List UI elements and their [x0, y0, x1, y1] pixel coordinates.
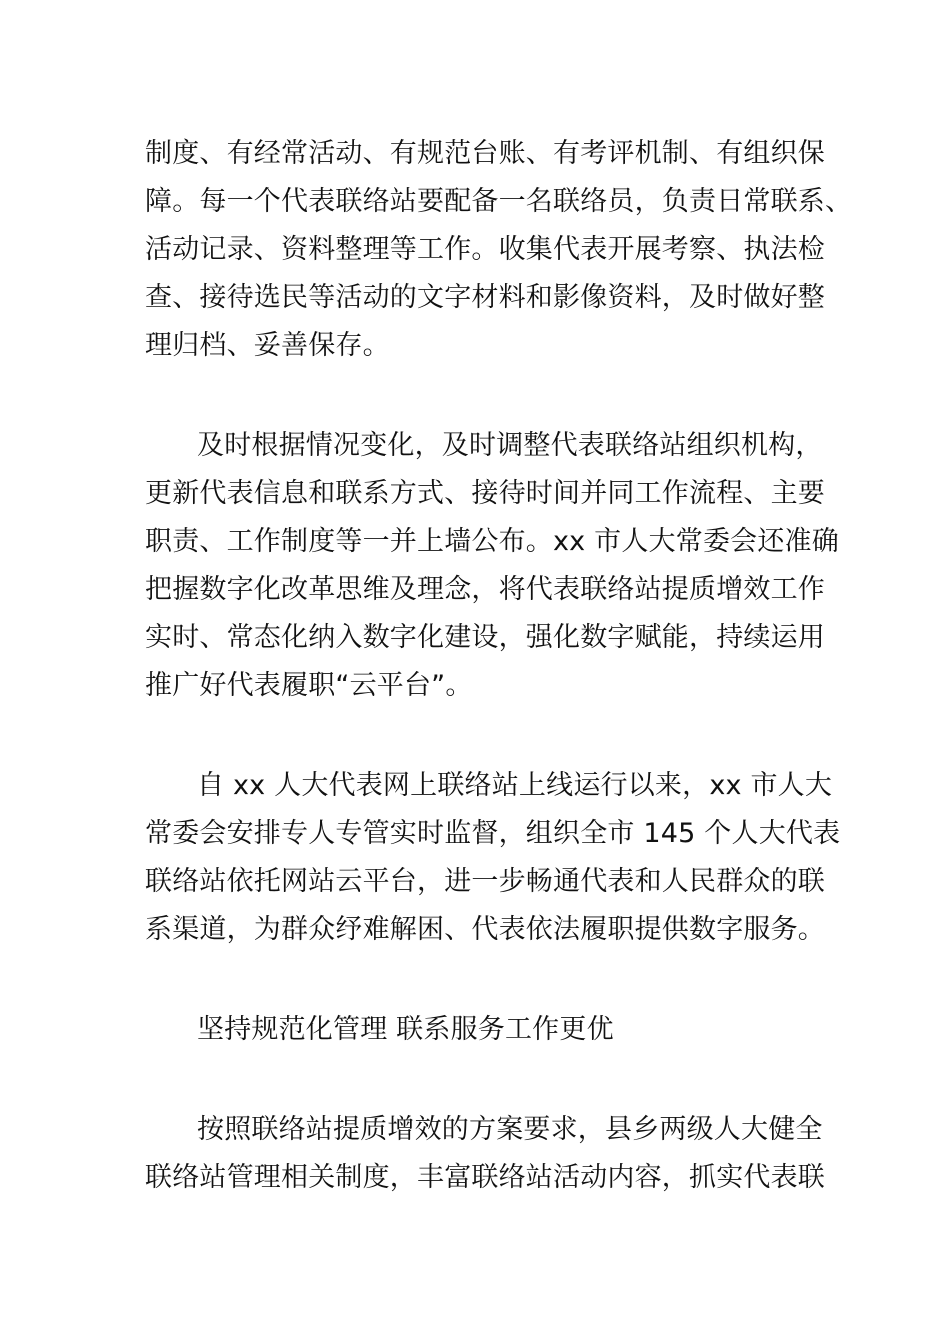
document-page [145, 130, 853, 1202]
text-line: 按照联络站提质增效的方案要求，县乡两级人大健全 [197, 1114, 823, 1145]
section-heading [145, 1006, 805, 1054]
text-line: 及时根据情况变化，及时调整代表联络站组织机构， [197, 430, 823, 461]
paragraph-spacer [145, 1054, 805, 1106]
text-line: 联络站管理相关制度，丰富联络站活动内容，抓实代表联 [145, 1162, 825, 1193]
text-line: 制度、有经常活动、有规范台账、有考评机制、有组织保 [145, 138, 825, 169]
paragraph-spacer [145, 710, 805, 762]
paragraph-spacer [145, 370, 805, 422]
text-line: 联络站依托网站云平台，进一步畅通代表和人民群众的联 [145, 866, 825, 897]
text-line: 障。每一个代表联络站要配备一名联络员，负责日常联系、 [145, 186, 853, 217]
text-line: 职责、工作制度等一并上墙公布。xx 市人大常委会还准确 [145, 526, 839, 557]
text-line: 常委会安排专人专管实时监督，组织全市 145 个人大代表 [145, 818, 841, 849]
text-line: 实时、常态化纳入数字化建设，强化数字赋能，持续运用 [145, 622, 825, 653]
text-line: 推广好代表履职“云平台”。 [145, 670, 473, 701]
text-line: 更新代表信息和联系方式、接待时间并同工作流程、主要 [145, 478, 825, 509]
text-line: 把握数字化改革思维及理念，将代表联络站提质增效工作 [145, 574, 825, 605]
text-line: 活动记录、资料整理等工作。收集代表开展考察、执法检 [145, 234, 825, 265]
paragraph-requirements [145, 1106, 825, 1202]
heading-line: 坚持规范化管理 联系服务工作更优 [197, 1014, 614, 1045]
text-line: 自 xx 人大代表网上联络站上线运行以来，xx 市人大 [197, 770, 833, 801]
paragraph-spacer [145, 954, 805, 1006]
text-line: 系渠道，为群众纾难解困、代表依法履职提供数字服务。 [145, 914, 825, 945]
paragraph-continuation [145, 130, 853, 370]
text-line: 理归档、妥善保存。 [145, 330, 390, 361]
paragraph-adjustment [145, 422, 839, 710]
paragraph-online-station [145, 762, 841, 954]
text-line: 查、接待选民等活动的文字材料和影像资料，及时做好整 [145, 282, 825, 313]
